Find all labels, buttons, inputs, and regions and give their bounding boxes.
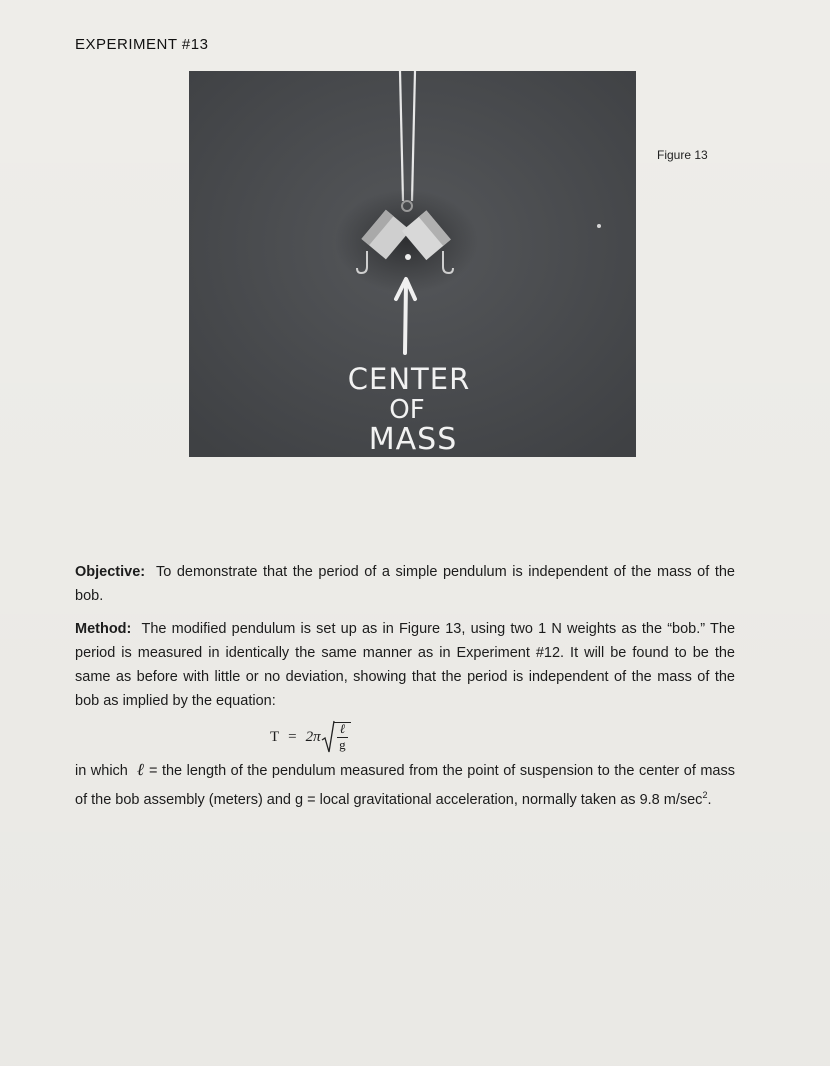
- definition-symbol: ℓ: [136, 760, 145, 780]
- equation-coef: 2π: [305, 728, 321, 745]
- square-root: [321, 720, 351, 754]
- equation-fraction: [334, 722, 351, 752]
- radical-sign-icon: [321, 720, 335, 754]
- equation-lhs: T: [270, 728, 280, 745]
- annotation-line-3: MASS: [368, 422, 458, 457]
- definition-text: = the length of the pendulum measured from the point of suspension to the center of mass of the bob assembly (meters) and g = local gravitational acceleration, normally taken as 9.8 m/sec: [75, 763, 735, 808]
- figure-photo: [189, 71, 636, 457]
- equation-denominator: g: [339, 737, 346, 752]
- objective-paragraph: [75, 560, 735, 608]
- method-text: The modified pendulum is set up as in Figure 13, using two 1 N weights as the “bob.” The period is measured in identically the same manner as in Experiment #12. It will be found to be the same as before with little or no deviation, showing that the period is independent of the mass of the bob as implied by the equation:: [75, 621, 736, 709]
- definition-end: .: [707, 791, 712, 808]
- figure-caption: Figure 13: [657, 148, 708, 162]
- equation-equals: =: [288, 728, 297, 745]
- method-label: Method:: [75, 621, 132, 637]
- pendulum-photo-graphic: [189, 71, 636, 457]
- annotation-line-2: OF: [389, 395, 425, 425]
- definition-exponent: 2: [702, 790, 708, 800]
- definition-prefix: in which: [75, 763, 128, 779]
- annotation-line-1: CENTER: [347, 362, 471, 396]
- equation-numerator: ℓ: [337, 723, 348, 738]
- experiment-title: EXPERIMENT #13: [75, 36, 209, 53]
- period-equation: [270, 720, 351, 754]
- method-paragraph: [75, 617, 735, 713]
- objective-text: To demonstrate that the period of a simple pendulum is independent of the mass of the bob.: [75, 564, 735, 604]
- objective-label: Objective:: [75, 564, 146, 580]
- definition-paragraph: [75, 758, 735, 812]
